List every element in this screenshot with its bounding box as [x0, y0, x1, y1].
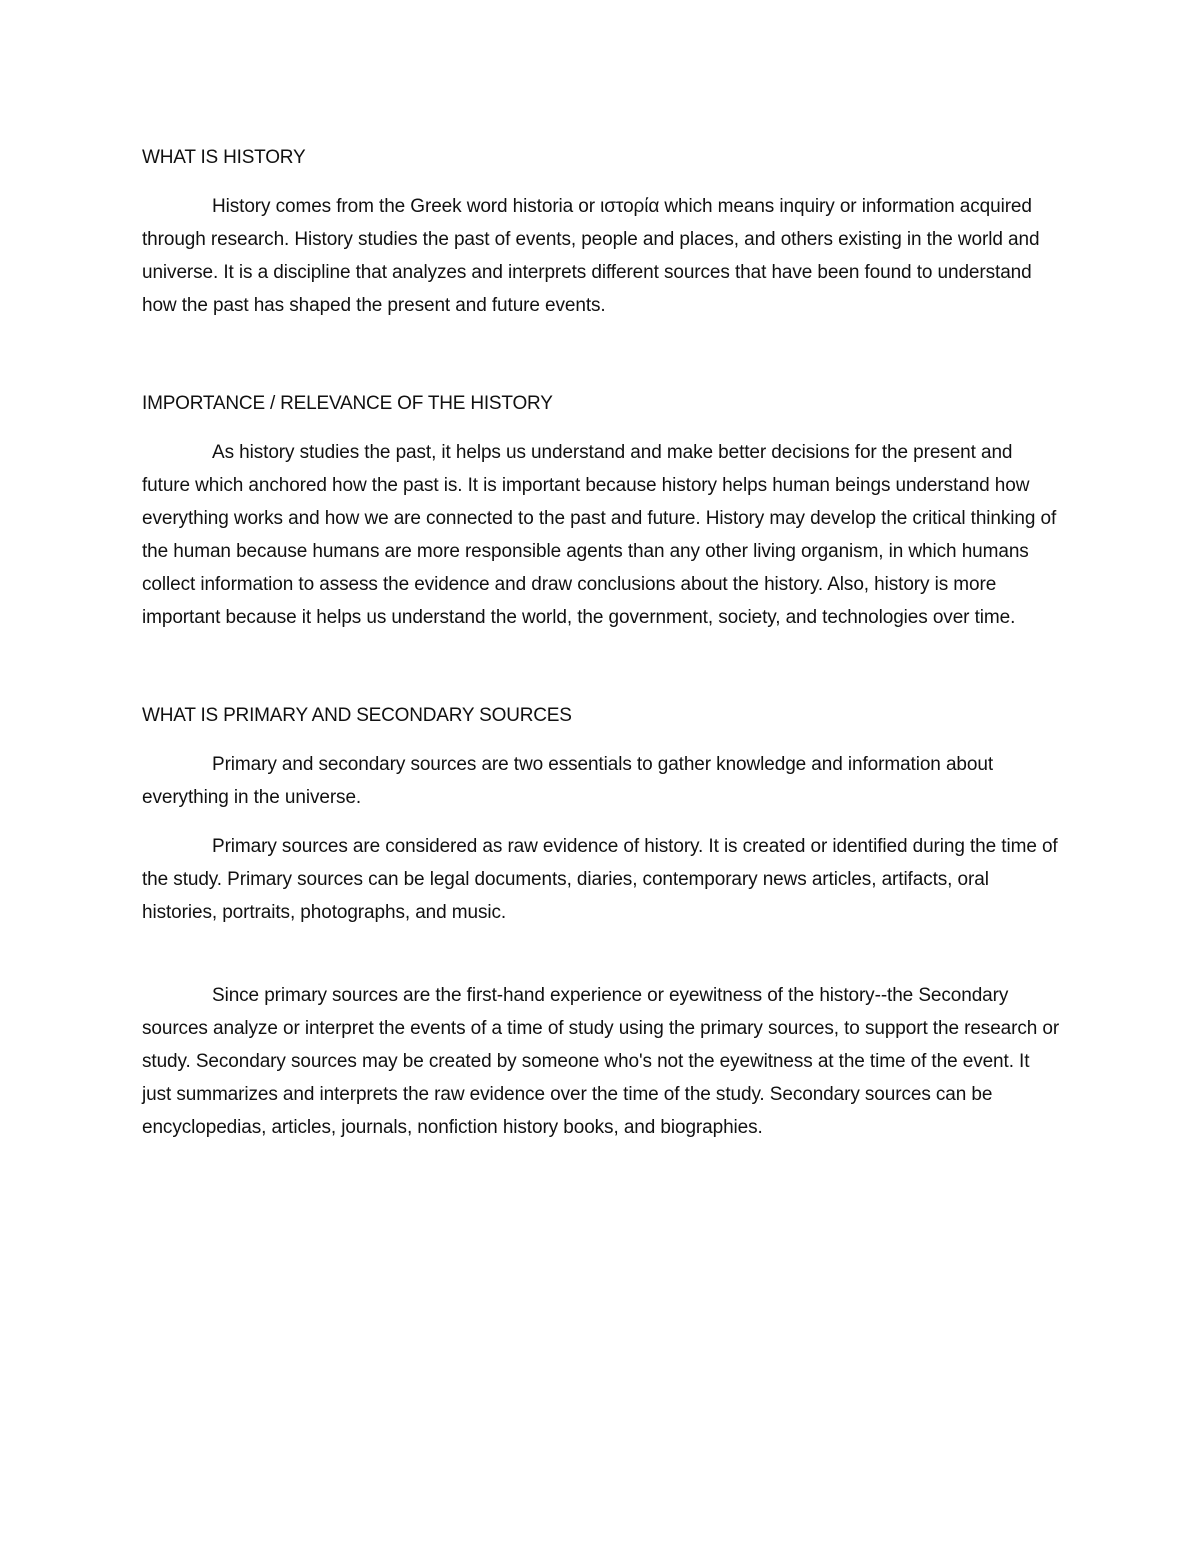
- paragraph-importance: As history studies the past, it helps us understand and make better decisions for the present and future which anchored how the past is. It is important because history helps human beings understand how everything works and how we are connected to the past and future. History may develop the critical thinking of the human because humans are more responsible agents than any other living organism, in which humans collect information to assess the evidence and draw conclusions about the history. Also, history is more important because it helps us understand the world, the government, society, and technologies over time.: [142, 442, 1057, 628]
- section-heading-what-is-history: WHAT IS HISTORY: [142, 147, 306, 168]
- paragraph-primary-sources: Primary sources are considered as raw evidence of history. It is created or identified during the time of the study. Primary sources can be legal documents, diaries, contemporary news articles, artifacts, oral histories, portraits, photographs, and music.: [142, 836, 1058, 923]
- paragraph-sources-intro: Primary and secondary sources are two essentials to gather knowledge and information about everything in the universe.: [142, 754, 993, 808]
- section-heading-sources: WHAT IS PRIMARY AND SECONDARY SOURCES: [142, 705, 572, 726]
- paragraph-history-definition: History comes from the Greek word historia or ιστορία which means inquiry or information acquired through research. History studies the past of events, people and places, and others existing in the world and universe. It is a discipline that analyzes and interprets different sources that have been found to understand how the past has shaped the present and future events.: [142, 196, 1040, 316]
- section-heading-importance: IMPORTANCE / RELEVANCE OF THE HISTORY: [142, 393, 553, 414]
- document-body: [142, 141, 1062, 1144]
- paragraph-secondary-sources: Since primary sources are the first-hand experience or eyewitness of the history--the Secondary sources analyze or interpret the events of a time of study using the primary sources, to support the research or study. Secondary sources may be created by someone who's not the eyewitness at the time of the event. It just summarizes and interprets the raw evidence over the time of the study. Secondary sources can be encyclopedias, articles, journals, nonfiction history books, and biographies.: [142, 985, 1060, 1138]
